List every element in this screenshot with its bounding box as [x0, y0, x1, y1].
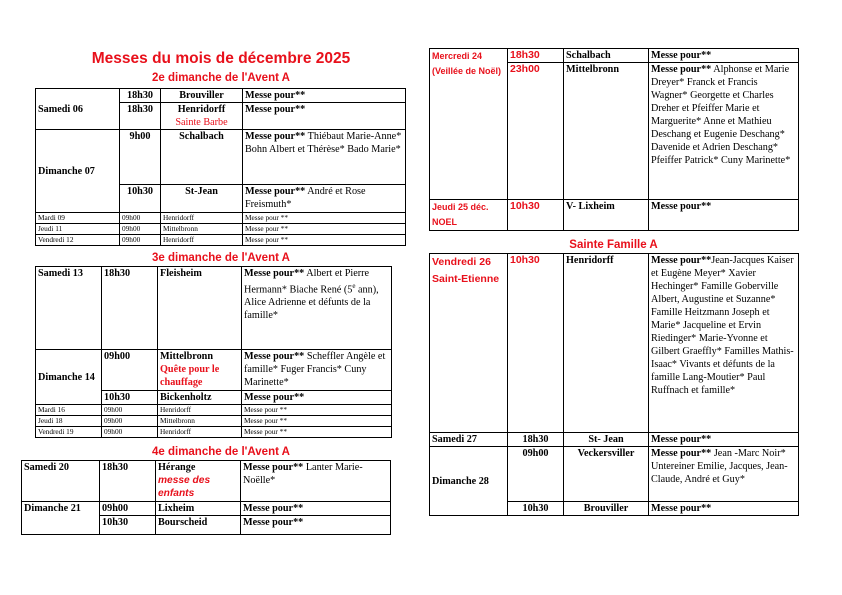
intent-cell: Messe pour** [242, 391, 392, 405]
intent-cell: Messe pour** [649, 502, 799, 516]
weekday-row [36, 224, 406, 235]
schedule-table-avent3 [35, 266, 392, 438]
weekday-row [36, 405, 392, 416]
day-cell: Vendredi 19 [36, 427, 102, 438]
intent-cell [649, 63, 799, 200]
time-cell: 18h30 [120, 89, 161, 103]
place-cell: Fleisheim [158, 267, 242, 350]
place-cell: Brouviller [564, 502, 649, 516]
time-cell: 09h00 [102, 350, 158, 391]
intent-label: Messe pour** [651, 64, 712, 75]
section-heading-text: 3e dimanche de l'Avent A [151, 252, 290, 264]
place-note: messe des enfants [158, 475, 211, 499]
place-cell: St-Jean [161, 185, 243, 213]
time-cell: 09h00 [100, 502, 156, 516]
time-cell: 10h30 [508, 502, 564, 516]
day-cell: Samedi 27 [430, 433, 508, 447]
day-cell: Mardi 16 [36, 405, 102, 416]
intent-cell [649, 254, 799, 433]
schedule-table-avent2 [35, 88, 406, 246]
place-cell: Lixheim [156, 502, 241, 516]
time-cell: 18h30 [508, 433, 564, 447]
weekday-row [36, 427, 392, 438]
place-cell: Bourscheid [156, 516, 241, 535]
intent-label: Messe pour** [651, 255, 712, 266]
intent-cell [242, 350, 392, 391]
schedule-table-avent4 [21, 460, 391, 535]
place-cell: Henridorff [564, 254, 649, 433]
time-cell: 09h00 [102, 405, 158, 416]
place-cell [156, 461, 241, 502]
place-cell: Veckersviller [564, 447, 649, 502]
intent-cell: Messe pour** [243, 103, 406, 130]
day-cell: Samedi 06 [36, 89, 120, 130]
weekday-row [36, 416, 392, 427]
day-cell: Dimanche 21 [22, 502, 100, 535]
intent-label: Messe pour** [244, 351, 305, 362]
place-name: Henridorff [177, 104, 226, 115]
place-cell: Henridorff [161, 235, 243, 246]
weekday-row [36, 235, 406, 246]
place-note: Quête pour le chauffage [160, 364, 220, 388]
time-cell: 18h30 [102, 267, 158, 350]
time-cell: 18h30 [100, 461, 156, 502]
place-cell: V- Lixheim [564, 200, 649, 231]
intent-text: Scheffler Angèle et famille* Fuger Francis* Cuny Marinette* [244, 351, 386, 388]
place-name: Hérange [158, 462, 196, 473]
section-heading-text: Sainte Famille A [569, 239, 658, 251]
place-cell [158, 350, 242, 391]
intent-cell: Messe pour ** [242, 427, 392, 438]
time-cell: 18h30 [508, 49, 564, 63]
day-cell: Vendredi 12 [36, 235, 120, 246]
intent-label: Messe pour** [245, 186, 306, 197]
day-cell: Dimanche 14 [36, 350, 102, 405]
place-cell [161, 103, 243, 130]
time-cell: 10h30 [100, 516, 156, 535]
intent-cell [649, 447, 799, 502]
intent-cell: Messe pour** [241, 502, 391, 516]
time-cell: 18h30 [120, 103, 161, 130]
section-heading-text: 2e dimanche de l'Avent A [151, 72, 290, 84]
section-heading-avent3 [20, 252, 422, 265]
intent-cell: Messe pour ** [242, 416, 392, 427]
day-cell: Mercredi 24 (Veillée de Noël) [430, 49, 508, 200]
intent-text: Thiébaut Marie-Anne* Bohn Albert et Thérèse* Bado Marie* [245, 131, 402, 155]
time-cell: 10h30 [508, 200, 564, 231]
place-cell: Schalbach [161, 130, 243, 185]
intent-label: Messe pour** [243, 462, 304, 473]
intent-cell: Messe pour ** [243, 224, 406, 235]
intent-label: Messe pour** [651, 448, 712, 459]
weekday-row [36, 213, 406, 224]
intent-cell [243, 130, 406, 185]
time-cell: 09h00 [120, 213, 161, 224]
intent-cell: Messe pour** [649, 433, 799, 447]
time-cell: 09h00 [102, 427, 158, 438]
section-heading-avent2 [20, 72, 422, 85]
intent-text: Jean-Jacques Kaiser et Eugène Meyer* Xavier Hechinger* Famille Goberville Albert, Augustine et Suzanne* Famille Heitzmann Joseph et Marie* Jacqueline et Ervin Riedinger* Marie-Yvonne et Gilbert Graeffly* Familles Mathis-Isaac* Vivants et défunts de la famille Lang-Moutier* Paul Ruffnach et famille* [651, 255, 794, 396]
day-cell: Samedi 13 [36, 267, 102, 350]
intent-cell: Messe pour** [241, 516, 391, 535]
place-cell: Bickenholtz [158, 391, 242, 405]
schedule-table-sainte-famille [429, 253, 799, 516]
place-cell: St- Jean [564, 433, 649, 447]
intent-text: Albert et Pierre Hermann* Biache René (5 [244, 268, 370, 296]
day-cell: Vendredi 26 Saint-Etienne [430, 254, 508, 433]
section-heading-sainte-famille [429, 239, 798, 252]
place-cell: Henridorff [161, 213, 243, 224]
intent-text: Jean -Marc Noir* Untereiner Emilie, Jacques, Jean-Claude, André et Guy* [651, 448, 788, 485]
time-cell: 9h00 [120, 130, 161, 185]
place-cell: Henridorff [158, 427, 242, 438]
place-cell: Schalbach [564, 49, 649, 63]
intent-label: Messe pour** [244, 268, 305, 279]
day-cell: Jeudi 11 [36, 224, 120, 235]
intent-label: Messe pour** [245, 131, 306, 142]
day-cell: Dimanche 28 [430, 447, 508, 516]
place-note: Sainte Barbe [175, 117, 228, 128]
day-cell: Dimanche 07 [36, 130, 120, 213]
day-cell: Mardi 09 [36, 213, 120, 224]
intent-text: ann), Alice Adrienne et défunts de la famille* [244, 284, 379, 322]
time-cell: 09h00 [120, 224, 161, 235]
intent-cell: Messe pour** Albert et Pierre Hermann* Biache René (5e ann), Alice Adrienne et défunts de la famille* [242, 267, 392, 350]
time-cell: 10h30 [508, 254, 564, 433]
place-cell: Mittelbronn [158, 416, 242, 427]
intent-cell: Messe pour ** [243, 235, 406, 246]
time-cell: 09h00 [120, 235, 161, 246]
intent-cell: Messe pour** [243, 89, 406, 103]
intent-cell [243, 185, 406, 213]
page-title: Messes du mois de décembre 2025 [91, 50, 351, 67]
intent-cell: Messe pour ** [242, 405, 392, 416]
section-heading-avent4 [20, 446, 422, 459]
intent-text: Alphonse et Marie Dreyer* Franck et Francis Wagner* Georgette et Charles Dreher et Pfeiffer Marie et Marguerite* Anne et Mathieu Deschang et Eugenie Deschang* Davenide et Adrien Deschang* Pfeiffer Patrick* Cuny Marinette* [651, 64, 791, 166]
place-cell: Brouviller [161, 89, 243, 103]
place-cell: Henridorff [158, 405, 242, 416]
intent-cell: Messe pour** [649, 49, 799, 63]
place-name: Mittelbronn [160, 351, 214, 362]
section-heading-text: 4e dimanche de l'Avent A [151, 446, 290, 458]
time-cell: 10h30 [120, 185, 161, 213]
day-cell: Jeudi 25 déc. NOEL [430, 200, 508, 231]
intent-text: André et Rose Freismuth* [245, 186, 366, 210]
schedule-table-noel [429, 48, 799, 231]
time-cell: 09h00 [508, 447, 564, 502]
intent-text: Lanter Marie-Noëlle* [243, 462, 363, 486]
time-cell: 09h00 [102, 416, 158, 427]
intent-cell [241, 461, 391, 502]
place-cell: Mittelbronn [564, 63, 649, 200]
intent-cell: Messe pour ** [243, 213, 406, 224]
intent-cell: Messe pour** [649, 200, 799, 231]
place-cell: Mittelbronn [161, 224, 243, 235]
time-cell: 10h30 [102, 391, 158, 405]
day-cell: Jeudi 18 [36, 416, 102, 427]
day-cell: Samedi 20 [22, 461, 100, 502]
time-cell: 23h00 [508, 63, 564, 200]
